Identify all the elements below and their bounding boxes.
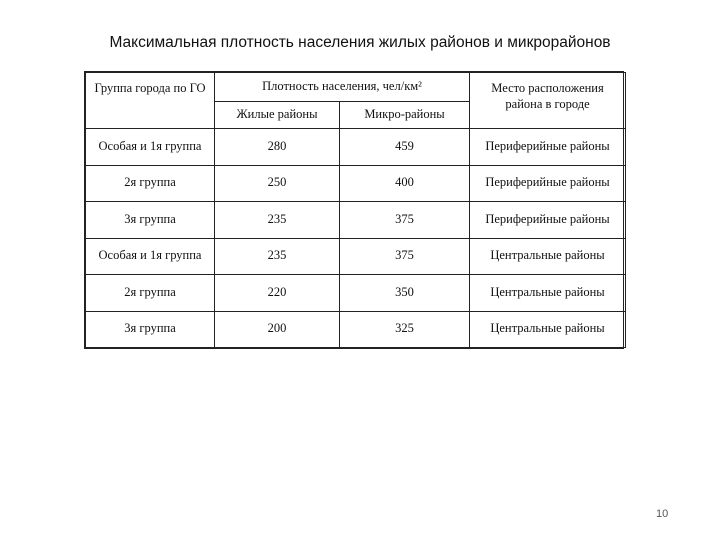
slide-title: Максимальная плотность населения жилых районов и микрорайонов [109, 34, 611, 51]
cell-location: Периферийные районы [470, 165, 626, 202]
density-table [84, 71, 624, 349]
cell-micro: 400 [340, 165, 470, 202]
cell-residential: 235 [215, 202, 340, 239]
cell-location: Центральные районы [470, 238, 626, 275]
cell-micro: 459 [340, 129, 470, 166]
cell-micro: 375 [340, 202, 470, 239]
cell-residential: 280 [215, 129, 340, 166]
cell-location: Периферийные районы [470, 202, 626, 239]
header-residential: Жилые районы [215, 102, 340, 129]
cell-location: Центральные районы [470, 311, 626, 348]
cell-micro: 325 [340, 311, 470, 348]
header-group: Группа города по ГО [86, 73, 215, 129]
cell-residential: 200 [215, 311, 340, 348]
cell-micro: 375 [340, 238, 470, 275]
cell-group: 3я группа [86, 202, 215, 239]
cell-location: Центральные районы [470, 275, 626, 312]
table-row [86, 238, 626, 275]
cell-group: 2я группа [86, 165, 215, 202]
cell-group: 2я группа [86, 275, 215, 312]
density-table-grid [85, 72, 626, 348]
cell-micro: 350 [340, 275, 470, 312]
table-row [86, 311, 626, 348]
table-row [86, 129, 626, 166]
header-row-1 [86, 73, 626, 102]
table-row [86, 165, 626, 202]
page-number: 10 [656, 508, 669, 520]
cell-group: 3я группа [86, 311, 215, 348]
header-location: Место расположения района в городе [470, 73, 626, 129]
table-row [86, 202, 626, 239]
table-row [86, 275, 626, 312]
cell-residential: 250 [215, 165, 340, 202]
header-density: Плотность населения, чел/км² [215, 73, 470, 102]
cell-residential: 235 [215, 238, 340, 275]
cell-group: Особая и 1я группа [86, 238, 215, 275]
cell-residential: 220 [215, 275, 340, 312]
cell-group: Особая и 1я группа [86, 129, 215, 166]
header-micro: Микро-районы [340, 102, 470, 129]
cell-location: Периферийные районы [470, 129, 626, 166]
